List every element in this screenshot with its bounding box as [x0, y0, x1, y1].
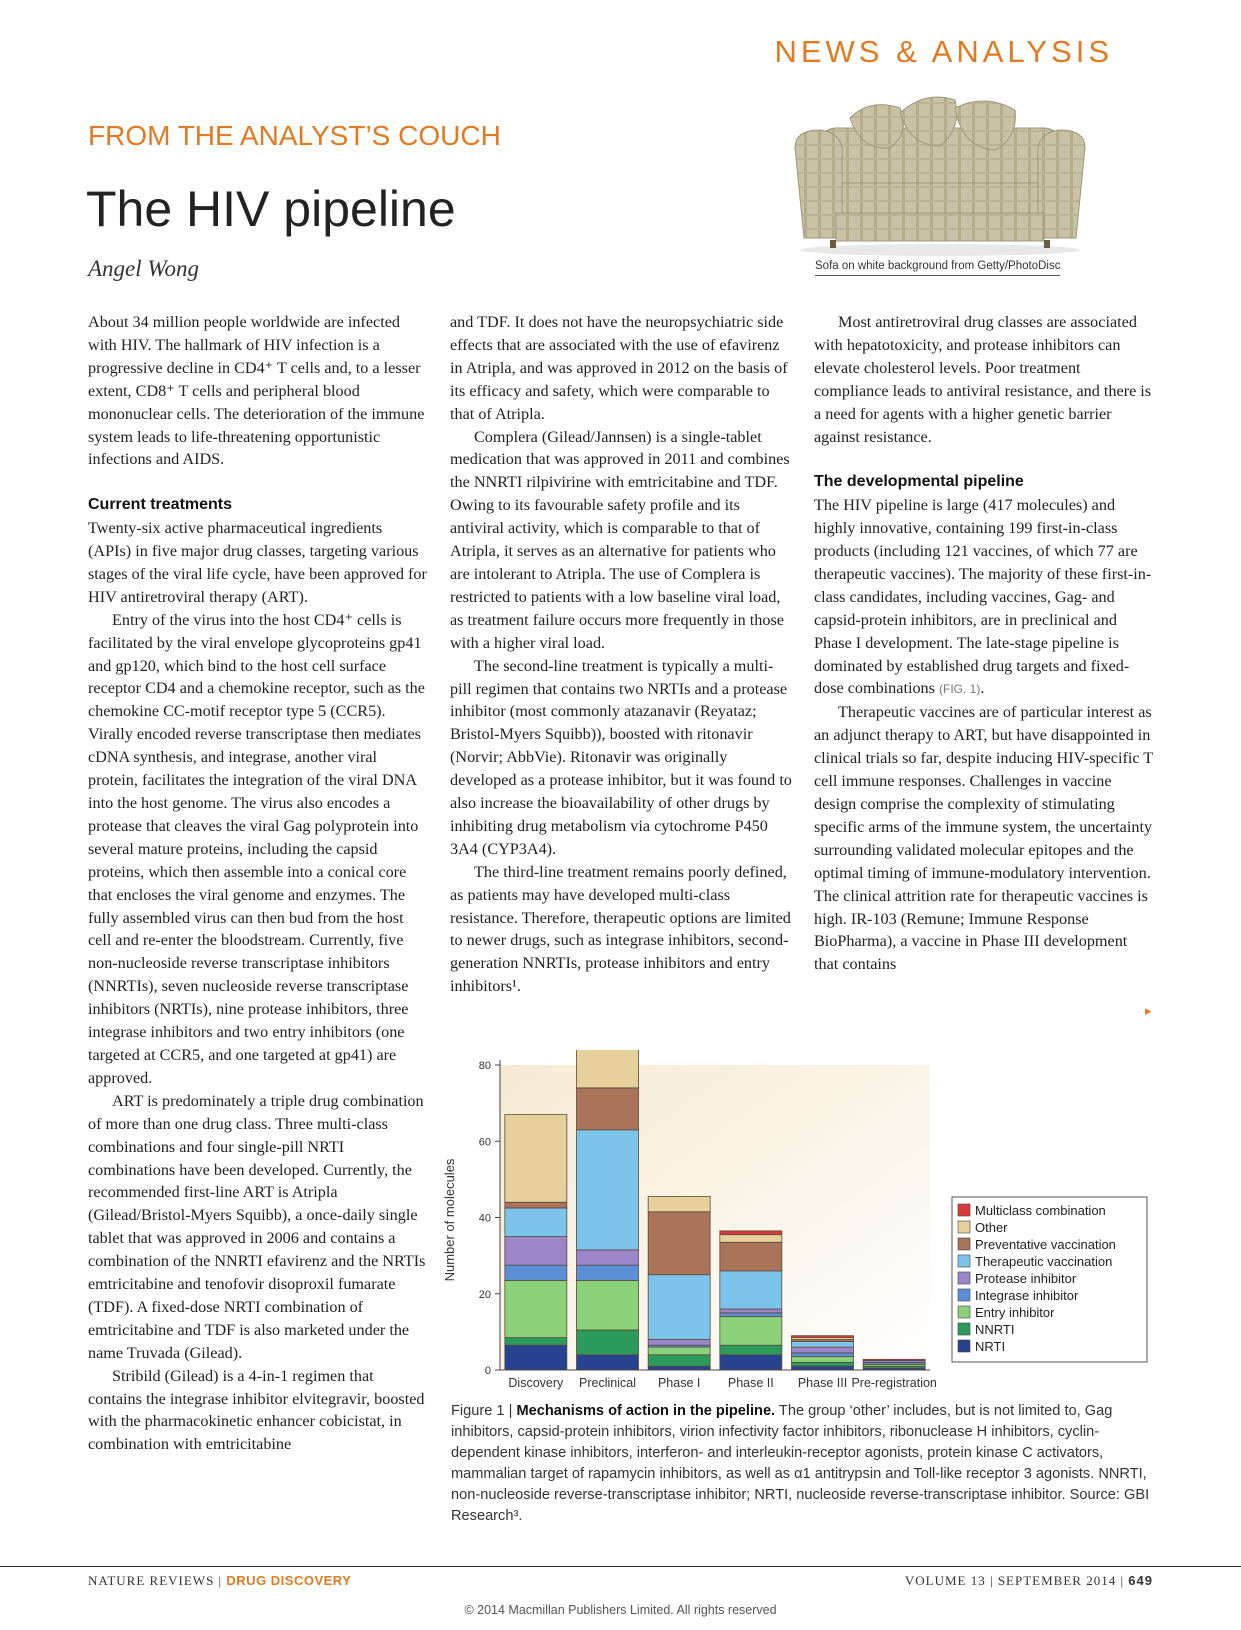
legend-label: NRTI	[975, 1339, 1006, 1354]
x-tick-label: Pre-registration	[851, 1376, 937, 1390]
journal-name-b: DRUG DISCOVERY	[226, 1573, 352, 1588]
y-tick-label: 0	[484, 1365, 491, 1377]
bar-segment	[720, 1345, 782, 1355]
bar-segment	[577, 1280, 639, 1330]
legend-swatch	[958, 1204, 970, 1216]
paragraph: About 34 million people worldwide are infected with HIV. The hallmark of HIV infection is a progressive decline in CD4⁺ T cells and, to a lesser extent, CD8⁺ T cells and peripheral blood mononuclear cells. The deterioration of the immune system leads to life-threatening opportunistic infections and AIDS.	[88, 313, 425, 469]
bar-segment	[720, 1355, 782, 1370]
bar-segment	[792, 1366, 854, 1370]
page-title: The HIV pipeline	[86, 181, 456, 237]
paragraph-end: .	[980, 679, 985, 698]
paragraph: Twenty-six active pharmaceutical ingredients (APIs) in five major drug classes, targeting various stages of the viral life cycle, have been approved for HIV antiretroviral therapy (ART).	[88, 519, 427, 606]
legend-label: Entry inhibitor	[975, 1305, 1055, 1320]
journal-name	[88, 1573, 351, 1589]
legend-label: Preventative vaccination	[975, 1237, 1116, 1252]
paragraph: Stribild (Gilead) is a 4-in-1 regimen that contains the integrase inhibitor elvitegravir, boosted with the pharmacokinetic enhancer cobicistat, in combination with emtricitabine	[88, 1366, 425, 1454]
section-heading: Current treatments	[88, 496, 233, 514]
caption-label: Figure 1 |	[451, 1403, 517, 1419]
bar-segment	[720, 1309, 782, 1313]
y-tick-label: 60	[478, 1136, 491, 1149]
column-1	[88, 311, 428, 1456]
bar-segment	[505, 1115, 567, 1203]
bar-segment	[792, 1353, 854, 1357]
bar-segment	[792, 1357, 854, 1363]
bar-segment	[720, 1242, 782, 1271]
paragraph: Therapeutic vaccines are of particular interest as an adjunct therapy to ART, but have disappointed in clinical trials so far, despite inducing HIV-specific T cell immune responses. Challenges in vaccine design comprise the complexity of stimulating specific arms of the immune system, the uncertainty surrounding validated molecular epitopes and the optimal timing of immune-modulatory intervention. The clinical attrition rate for therapeutic vaccines is high. IR-103 (Remune; Immune Response BioPharma), a vaccine in Phase III development that contains	[814, 703, 1153, 974]
bar-segment	[505, 1208, 567, 1237]
legend-label: NNRTI	[975, 1322, 1015, 1337]
bar-segment	[863, 1359, 925, 1360]
figure-caption	[451, 1401, 1151, 1527]
y-tick-label: 80	[478, 1060, 491, 1072]
bar-segment	[648, 1340, 710, 1346]
figure-link[interactable]: (FIG. 1)	[939, 682, 981, 697]
legend-swatch	[958, 1323, 970, 1335]
legend-label: Other	[975, 1220, 1008, 1235]
legend-label: Integrase inhibitor	[975, 1288, 1079, 1303]
page-number: 649	[1128, 1573, 1153, 1588]
bar-segment	[505, 1345, 567, 1370]
legend-swatch	[958, 1289, 970, 1301]
journal-name-a: NATURE REVIEWS	[88, 1573, 215, 1588]
section-header: NEWS & ANALYSIS	[774, 34, 1113, 69]
bar-segment	[720, 1235, 782, 1243]
x-tick-label: Discovery	[508, 1376, 564, 1390]
legend-swatch	[958, 1238, 970, 1250]
pipeline-chart	[440, 1050, 1160, 1400]
bar-segment	[505, 1338, 567, 1346]
bar-segment	[577, 1250, 639, 1265]
y-tick-label: 40	[478, 1212, 491, 1225]
legend-swatch	[958, 1340, 970, 1352]
bar-segment	[792, 1362, 854, 1366]
bar-segment	[577, 1355, 639, 1370]
bar-segment	[648, 1275, 710, 1340]
section-heading: The developmental pipeline	[814, 473, 1024, 491]
author: Angel Wong	[88, 256, 199, 281]
legend-label: Protease inhibitor	[975, 1271, 1077, 1286]
footer-divider	[0, 1566, 1241, 1567]
bar-segment	[505, 1237, 567, 1266]
legend-swatch	[958, 1255, 970, 1267]
legend-swatch	[958, 1306, 970, 1318]
sofa-image	[790, 88, 1090, 258]
continue-arrow-icon: ▸	[1145, 1003, 1152, 1018]
x-tick-label: Preclinical	[579, 1376, 636, 1390]
legend-swatch	[958, 1221, 970, 1233]
bar-segment	[648, 1212, 710, 1275]
x-tick-label: Phase II	[727, 1376, 774, 1390]
bar-segment	[577, 1330, 639, 1355]
bar-segment	[577, 1088, 639, 1130]
caption-title: Mechanisms of action in the pipeline.	[516, 1403, 776, 1419]
y-axis-label: Number of molecules	[442, 1158, 457, 1282]
bar-segment	[720, 1271, 782, 1309]
bar-segment	[648, 1355, 710, 1366]
paragraph: Most antiretroviral drug classes are associated with hepatotoxicity, and protease inhibitors can elevate cholesterol levels. Poor treatment compliance leads to antiviral resistance, and there is a need for agents with a higher genetic barrier against resistance.	[814, 313, 1152, 446]
bar-segment	[577, 1265, 639, 1280]
caption-text: The group ‘other’ includes, but is not limited to, Gag inhibitors, capsid-protein inhibitors, virion infectivity factor inhibitors, ribonuclease H inhibitors, cyclin-dependent kinase inhibitors, interferon- and interleukin-receptor agonists, protein kinase C activators, mammalian target of rapamycin inhibitors, as well as α1 antitrypsin and Toll-like receptor 3 agonists. NNRTI, non-nucleoside reverse-transcriptase inhibitor; NRTI, nucleoside reverse-transcriptase inhibitor. Source: GBI Research³.	[451, 1403, 1150, 1524]
paragraph: Entry of the virus into the host CD4⁺ cells is facilitated by the viral envelope glycoproteins gp41 and gp120, which bind to the host cell surface receptor CD4 and a chemokine receptor, such as the chemokine CC-motif receptor type 5 (CCR5). Virally encoded reverse transcriptase then mediates cDNA synthesis, and integrase, another viral protein, facilitates the integration of the viral DNA into the host genome. The virus also encodes a protease that cleaves the viral Gag polyprotein into several mature proteins, including the capsid proteins, which then assemble into a conical core that encloses the viral genome and enzymes. The fully assembled virus can then bud from the host cell and re-enter the bloodstream. Currently, five non-nucleoside reverse transcriptase inhibitors (NNRTIs), seven nucleoside reverse transcriptase inhibitors (NRTIs), nine protease inhibitors, three integrase inhibitors and two entry inhibitors (one targeted at CCR5, and one targeted at gp41) are approved.	[88, 610, 425, 1087]
volume-text: VOLUME 13 | SEPTEMBER 2014 |	[904, 1573, 1129, 1588]
x-tick-label: Phase I	[657, 1376, 701, 1390]
copyright: © 2014 Macmillan Publishers Limited. All rights reserved	[464, 1603, 777, 1617]
paragraph	[814, 494, 1154, 701]
bar-segment	[577, 1050, 639, 1088]
legend-swatch	[958, 1272, 970, 1284]
bar-segment	[720, 1317, 782, 1346]
legend-label: Multiclass combination	[975, 1203, 1106, 1218]
bar-segment	[792, 1341, 854, 1347]
bar-segment	[792, 1347, 854, 1353]
column-2	[450, 311, 792, 998]
legend-label: Therapeutic vaccination	[975, 1254, 1113, 1269]
y-tick-label: 20	[478, 1288, 491, 1301]
bar-segment	[505, 1280, 567, 1337]
bar-segment	[505, 1202, 567, 1208]
bar-segment	[577, 1130, 639, 1250]
bar-segment	[648, 1347, 710, 1355]
paragraph: The third-line treatment remains poorly defined, as patients may have developed multi-class resistance. Therefore, therapeutic options are limited to newer drugs, such as integrase inhibitors, second-generation NNRTIs, protease inhibitors and entry inhibitors¹.	[450, 862, 791, 996]
bar-segment	[792, 1336, 854, 1338]
paragraph-text: The HIV pipeline is large (417 molecules) and highly innovative, containing 199 first-in-class products (including 121 vaccines, of which 77 are therapeutic vaccines). The majority of these first-in-class candidates, including vaccines, Gag- and capsid-protein inhibitors, are in preclinical and Phase I development. The late-stage pipeline is dominated by established drug targets and fixed-dose combinations	[814, 496, 1152, 698]
bar-segment	[648, 1366, 710, 1370]
x-tick-label: Phase III	[797, 1376, 848, 1390]
bar-segment	[505, 1265, 567, 1280]
paragraph: ART is predominately a triple drug combination of more than one drug class. Three multi-class combinations and four single-pill NRTI combinations have been developed. Currently, the recommended first-line ART is Atripla (Gilead/Bristol-Myers Squibb), a once-daily single tablet that was approved in 2006 and contains a combination of the NNRTI efavirenz and the NRTIs emtricitabine and tenofovir disoproxil fumarate (TDF). A fixed-dose NRTI combination of emtricitabine and TDF is also marketed under the name Truvada (Gilead).	[88, 1091, 426, 1362]
paragraph: and TDF. It does not have the neuropsychiatric side effects that are associated with the use of efavirenz in Atripla, and was approved in 2012 on the basis of its efficacy and safety, which were comparable to that of Atripla.	[450, 313, 788, 423]
photo-credit: Sofa on white background from Getty/PhotoDisc	[815, 260, 1060, 276]
volume-info	[905, 1573, 1153, 1589]
paragraph: The second-line treatment is typically a multi-pill regimen that contains two NRTIs and a protease inhibitor (most commonly atazanavir (Reyataz; Bristol-Myers Squibb)), boosted with ritonavir (Norvir; AbbVie). Ritonavir was originally developed as a protease inhibitor, but it was found to also increase the bioavailability of other drugs by inhibiting drug metabolism via cytochrome P450 3A4 (CYP3A4).	[450, 656, 792, 858]
bar-segment	[720, 1313, 782, 1317]
column-3	[814, 311, 1154, 976]
journal-sep: |	[214, 1573, 227, 1588]
bar-segment	[720, 1231, 782, 1235]
kicker: FROM THE ANALYST’S COUCH	[88, 120, 501, 151]
paragraph: Complera (Gilead/Jannsen) is a single-tablet medication that was approved in 2011 and combines the NNRTI rilpivirine with emtricitabine and TDF. Owing to its favourable safety profile and its antiviral activity, which is comparable to that of Atripla, it serves as an alternative for patients who are intolerant to Atripla. The use of Complera is restricted to patients with a low baseline viral load, as treatment failure occurs more frequently in those with a higher viral load.	[450, 427, 790, 652]
bar-segment	[648, 1197, 710, 1212]
